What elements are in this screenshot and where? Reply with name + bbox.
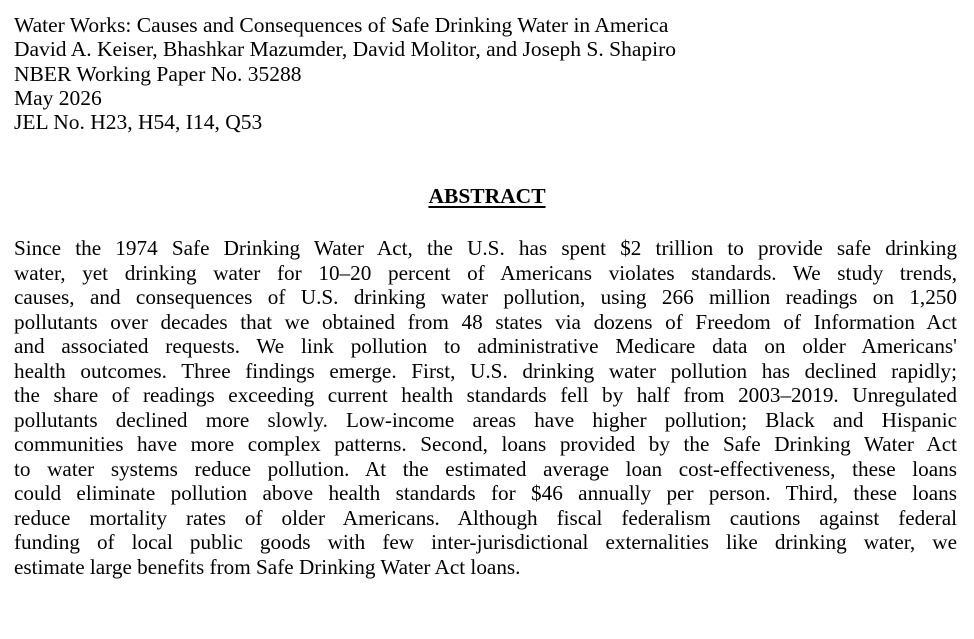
abstract-line: health outcomes. Three findings emerge. First, U.S. drinking water pollution has declined rapidly; (14, 358, 957, 383)
abstract-line: and associated requests. We link pollution to administrative Medicare data on older Americans' (14, 334, 957, 358)
abstract-line: reduce mortality rates of older Americans. Although fiscal federalism cautions against federal (14, 505, 957, 530)
abstract-body (14, 236, 957, 579)
abstract-line: the share of readings exceeding current health standards fell by half from 2003–2019. Unregulated (14, 383, 957, 407)
abstract-line: to water systems reduce pollution. At the estimated average loan cost-effectiveness, these loans (14, 456, 957, 481)
paper-authors: David A. Keiser, Bhashkar Mazumder, David Molitor, and Joseph S. Shapiro (14, 37, 677, 62)
paper-series: NBER Working Paper No. 35288 (14, 61, 302, 86)
paper-title: Water Works: Causes and Consequences of Safe Drinking Water in America (14, 13, 669, 37)
abstract-line: estimate large benefits from Safe Drinking Water Act loans. (14, 554, 521, 579)
abstract-line: Since the 1974 Safe Drinking Water Act, the U.S. has spent $2 trillion to provide safe drinking (14, 236, 957, 260)
abstract-line: pollutants over decades that we obtained from 48 states via dozens of Freedom of Information Act (14, 309, 957, 334)
paper-date: May 2026 (14, 85, 102, 110)
abstract-heading: ABSTRACT (428, 184, 546, 208)
abstract-line: pollutants declined more slowly. Low-income areas have higher pollution; Black and Hispanic (14, 407, 957, 432)
abstract-line: communities have more complex patterns. Second, loans provided by the Safe Drinking Water Act (14, 432, 957, 456)
abstract-line: water, yet drinking water for 10–20 percent of Americans violates standards. We study trends, (14, 260, 957, 285)
paper-jel-codes: JEL No. H23, H54, I14, Q53 (14, 110, 263, 135)
paper-header (14, 13, 954, 134)
abstract-line: funding of local public goods with few inter-jurisdictional externalities like drinking water, we (14, 530, 957, 554)
abstract-line: could eliminate pollution above health standards for $46 annually per person. Third, these loans (14, 481, 957, 505)
abstract-line: causes, and consequences of U.S. drinking water pollution, using 266 million readings on 1,250 (14, 285, 957, 309)
